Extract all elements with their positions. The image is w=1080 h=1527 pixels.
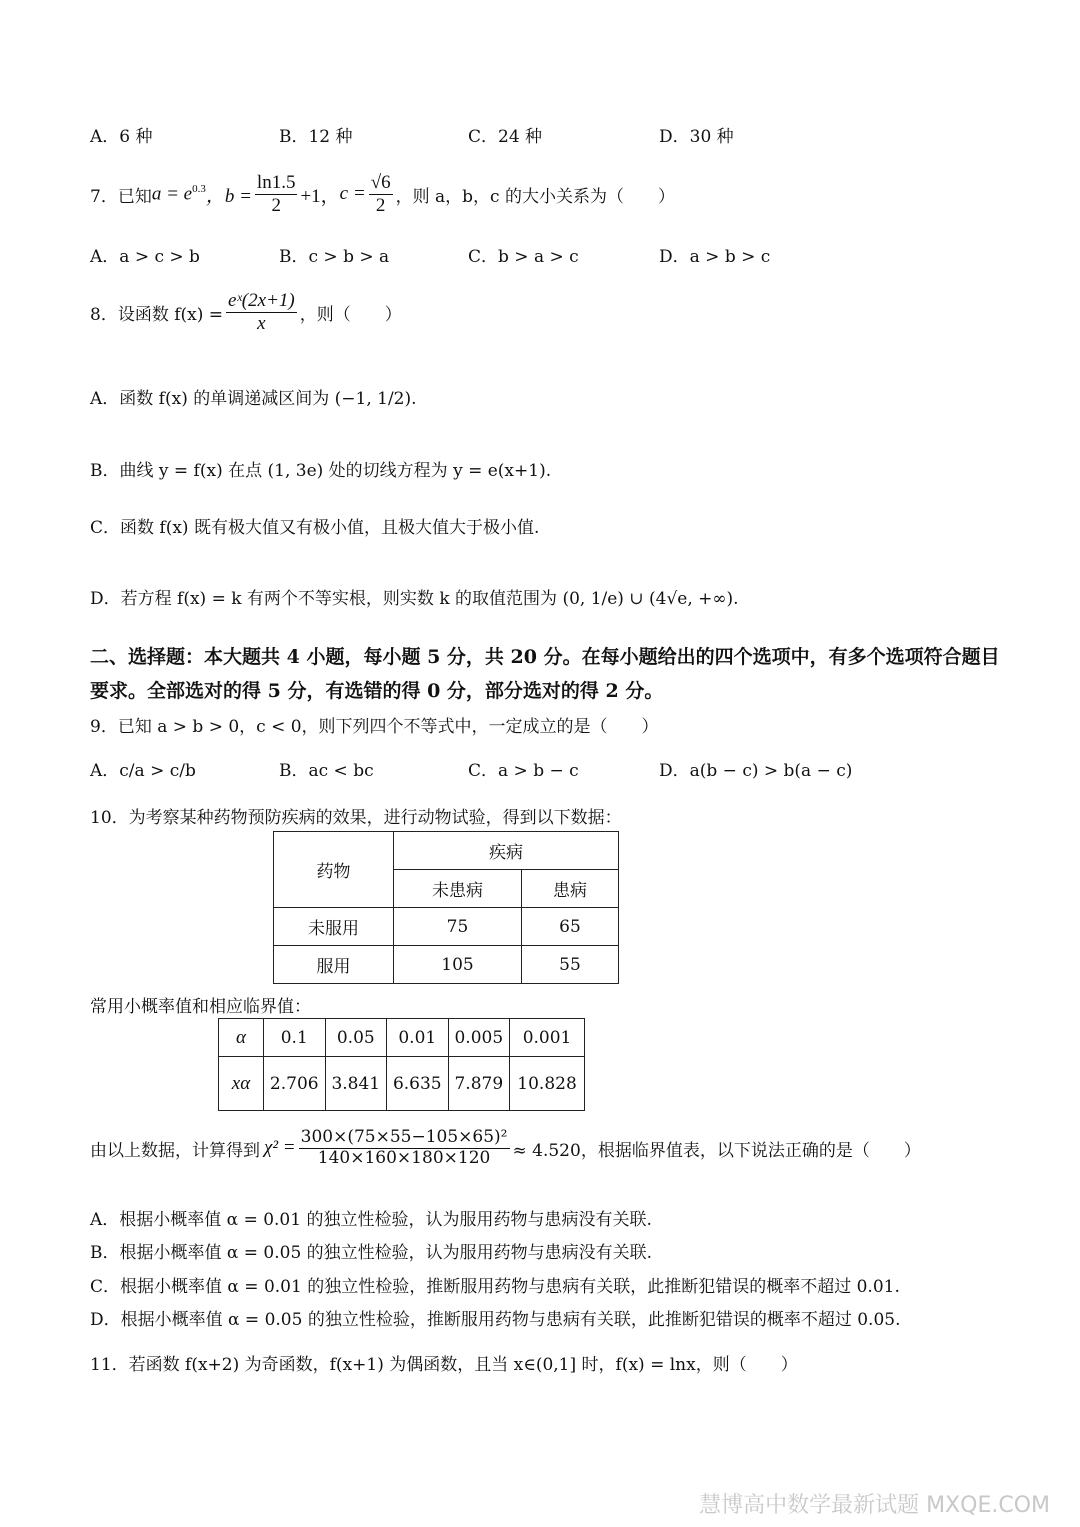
table-cell: 65 — [522, 908, 619, 946]
q8-option-a: A．函数 f(x) 的单调递减区间为 (−1, 1/2). — [90, 389, 417, 409]
q10-option-b: B．根据小概率值 α = 0.05 的独立性检验，认为服用药物与患病没有关联. — [90, 1243, 653, 1263]
x-alpha-label: xα — [219, 1057, 264, 1111]
q7-b-lhs: ，b = — [205, 185, 252, 207]
table-row-label: 未服用 — [274, 908, 394, 946]
q10-option-d: D．根据小概率值 α = 0.05 的独立性检验，推断服用药物与患病有关联，此推断犯错误的概率不超过 0.05. — [90, 1310, 901, 1330]
q8-option-b: B．曲线 y = f(x) 在点 (1, 3e) 处的切线方程为 y = e(x+1). — [90, 461, 552, 481]
table-row — [219, 1057, 585, 1111]
table-cell: 55 — [522, 946, 619, 984]
table-cell: 10.828 — [510, 1057, 585, 1111]
q7-option-a: A．a > c > b — [90, 247, 200, 267]
q8-stem-pre: 8．设函数 f(x) = — [90, 304, 224, 325]
table-cell: 0.1 — [264, 1019, 326, 1057]
q9-stem: 9．已知 a > b > 0，c < 0，则下列四个不等式中，一定成立的是（ ） — [90, 717, 659, 737]
q7-c-lhs: c = — [339, 183, 366, 205]
table-row — [219, 1019, 585, 1057]
q9-option-c: C．a > b − c — [468, 761, 579, 781]
q10-option-c: C．根据小概率值 α = 0.01 的独立性检验，推断服用药物与患病有关联，此推断犯错误的概率不超过 0.01. — [90, 1277, 900, 1297]
chi-square-post: ≈ 4.520，根据临界值表，以下说法正确的是（ ） — [512, 1140, 921, 1161]
table-corner-cell: 药物 — [274, 832, 394, 908]
q7-options — [0, 242, 1080, 272]
q7-c-fraction: $\frac{√6}{2}$ — [370, 172, 391, 216]
table-row — [274, 908, 619, 946]
q7-b-tail: +1， — [300, 185, 340, 207]
q7-option-c: C．b > a > c — [468, 247, 579, 267]
table-cell: 2.706 — [264, 1057, 326, 1111]
table-col-header: 未患病 — [394, 870, 522, 908]
table-cell: 7.879 — [448, 1057, 510, 1111]
q8-option-d: D．若方程 f(x) = k 有两个不等实根，则实数 k 的取值范围为 (0, 1/e) ∪ (4√e, +∞). — [90, 589, 739, 609]
table-row-label: 服用 — [274, 946, 394, 984]
q8-fraction: $\frac{\text{eˣ(2x+1)}}{x}$ — [228, 290, 295, 334]
q7-tail: ，则 a，b，c 的大小关系为（ ） — [395, 186, 675, 207]
critical-value-caption: 常用小概率值和相应临界值： — [90, 997, 311, 1017]
table-group-header: 疾病 — [394, 832, 619, 870]
chi-square-fraction: $\frac{\text{300×(75×55−105×65)²}}{140\times 160\times 180\times 120}$ — [300, 1127, 508, 1168]
q7-stem — [90, 172, 675, 217]
chi-square-line — [90, 1128, 921, 1168]
table-cell: 0.005 — [448, 1019, 510, 1057]
table-row — [274, 946, 619, 984]
q6-option-c: C．24 种 — [468, 127, 543, 147]
q10-stem: 10．为考察某种药物预防疾病的效果，进行动物试验，得到以下数据： — [90, 808, 622, 828]
critical-value-table — [218, 1018, 585, 1111]
table-cell: 105 — [394, 946, 522, 984]
q9-option-b: B．ac < bc — [279, 761, 374, 781]
q8-stem-post: ，则（ ） — [299, 304, 402, 325]
table-cell: 0.05 — [325, 1019, 387, 1057]
q6-option-d: D．30 种 — [659, 127, 734, 147]
chi-square-symbol: χ² = — [264, 1137, 296, 1159]
alpha-label: α — [219, 1019, 264, 1057]
table-cell: 75 — [394, 908, 522, 946]
table-cell: 6.635 — [387, 1057, 449, 1111]
q10-option-a: A．根据小概率值 α = 0.01 的独立性检验，认为服用药物与患病没有关联. — [90, 1210, 652, 1230]
q6-option-a: A．6 种 — [90, 127, 153, 147]
q6-options — [0, 122, 1080, 152]
q11-stem: 11．若函数 f(x+2) 为奇函数，f(x+1) 为偶函数，且当 x∈(0,1] 时，f(x) = lnx，则（ ） — [90, 1355, 798, 1375]
table-cell: 0.001 — [510, 1019, 585, 1057]
q9-options — [0, 756, 1080, 786]
q9-option-a: A．c/a > c/b — [90, 761, 196, 781]
watermark-text: 慧博高中数学最新试题 MXQE.COM — [699, 1493, 1050, 1518]
q7-number: 7．已知 — [90, 186, 152, 207]
q6-option-b: B．12 种 — [279, 127, 353, 147]
table-cell: 0.01 — [387, 1019, 449, 1057]
q8-stem — [90, 290, 402, 335]
section-2-heading: 二、选择题：本大题共 4 小题，每小题 5 分，共 20 分。在每小题给出的四个选项中，有多个选项符合题目要求。全部选对的得 5 分，有选错的得 0 分，部分选对的得 2 分。 — [90, 646, 1000, 702]
table-col-header: 患病 — [522, 870, 619, 908]
drug-disease-table — [273, 831, 619, 984]
q7-b-fraction: $\frac{\ln 1.5}{2}$ — [256, 172, 296, 216]
q7-a-expr: $a = e^{0.3}$ — [151, 183, 206, 205]
q8-option-c: C．函数 f(x) 既有极大值又有极小值，且极大值大于极小值. — [90, 518, 540, 538]
q7-option-d: D．a > b > c — [659, 247, 771, 267]
chi-square-pre: 由以上数据，计算得到 — [90, 1140, 260, 1161]
q7-option-b: B．c > b > a — [279, 247, 390, 267]
table-cell: 3.841 — [325, 1057, 387, 1111]
q9-option-d: D．a(b − c) > b(a − c) — [659, 761, 853, 781]
